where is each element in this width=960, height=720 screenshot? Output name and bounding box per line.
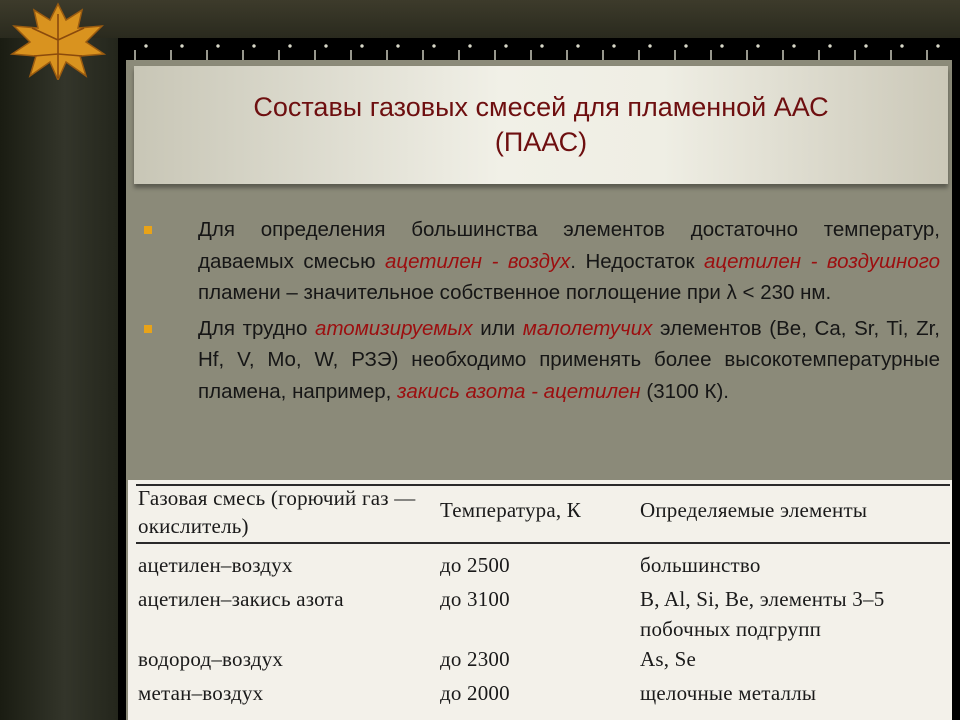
table-row (138, 644, 950, 674)
top-decor-band (0, 0, 960, 38)
table-row (138, 580, 950, 644)
cell-temperature: до 2300 (440, 647, 510, 671)
slide-title-line1: Составы газовых смесей для пламенной ААС (253, 92, 829, 122)
bullet-square-icon (144, 325, 152, 333)
bullet-list (140, 214, 940, 411)
table-header-row (138, 482, 950, 540)
slide-title (134, 90, 948, 160)
header-temperature: Температура, К (440, 498, 582, 522)
cell-mixture: водород–воздух (138, 647, 284, 671)
left-decor-band (0, 0, 118, 720)
cell-elements: большинство (640, 553, 761, 577)
bullet-text: Для определения большинства элементов достаточно температур, даваемых смесью (198, 218, 940, 273)
slide-title-line2: (ПААС) (494, 127, 588, 157)
table-row (138, 540, 950, 580)
bullet-text: . Недостаток (570, 249, 705, 273)
bullet-text: (3100 К). (640, 379, 729, 403)
cell-temperature: до 3100 (440, 587, 510, 611)
header-gas-mixture: Газовая смесь (горючий газ — окислитель) (138, 486, 416, 538)
header-elements: Определяемые элементы (640, 498, 868, 522)
bullet-square-icon (144, 226, 152, 234)
bullet-text: Для трудно (198, 316, 316, 340)
cell-mixture: ацетилен–воздух (138, 553, 293, 577)
cell-elements: B, Al, Si, Be, элементы 3–5 побочных подгрупп (640, 587, 885, 641)
bullet-highlight: малолетучих (522, 316, 653, 340)
bullet-highlight: атомизируемых (315, 316, 473, 340)
cell-mixture: ацетилен–закись азота (138, 587, 344, 611)
bullet-item-2 (140, 313, 940, 408)
bullet-highlight: ацетилен - воздух (385, 249, 571, 273)
bullet-text: или (472, 316, 523, 340)
data-table (138, 482, 950, 708)
cell-mixture: метан–воздух (138, 681, 264, 705)
cell-temperature: до 2000 (440, 681, 510, 705)
cell-elements: щелочные металлы (640, 681, 817, 705)
bullet-highlight: ацетилен - воздушного (704, 249, 940, 273)
flame-mixtures-table (128, 480, 952, 720)
cell-elements: As, Se (640, 647, 697, 671)
table-row (138, 674, 950, 708)
autumn-leaf-icon (6, 0, 110, 80)
title-banner (134, 66, 948, 184)
cell-temperature: до 2500 (440, 553, 510, 577)
bullet-item-1 (140, 214, 940, 309)
decor-tick-row (118, 50, 960, 60)
bullet-text: пламени – значительное собственное поглощение при λ < 230 нм. (198, 281, 832, 304)
bullet-highlight: закись азота - ацетилен (397, 379, 641, 403)
bullet-text: элементов (Be, Ca, Sr, Ti, Zr, Hf, V, Mo, W, РЗЭ) необходимо применять более высокотемпературные пламена, например, (198, 316, 940, 403)
